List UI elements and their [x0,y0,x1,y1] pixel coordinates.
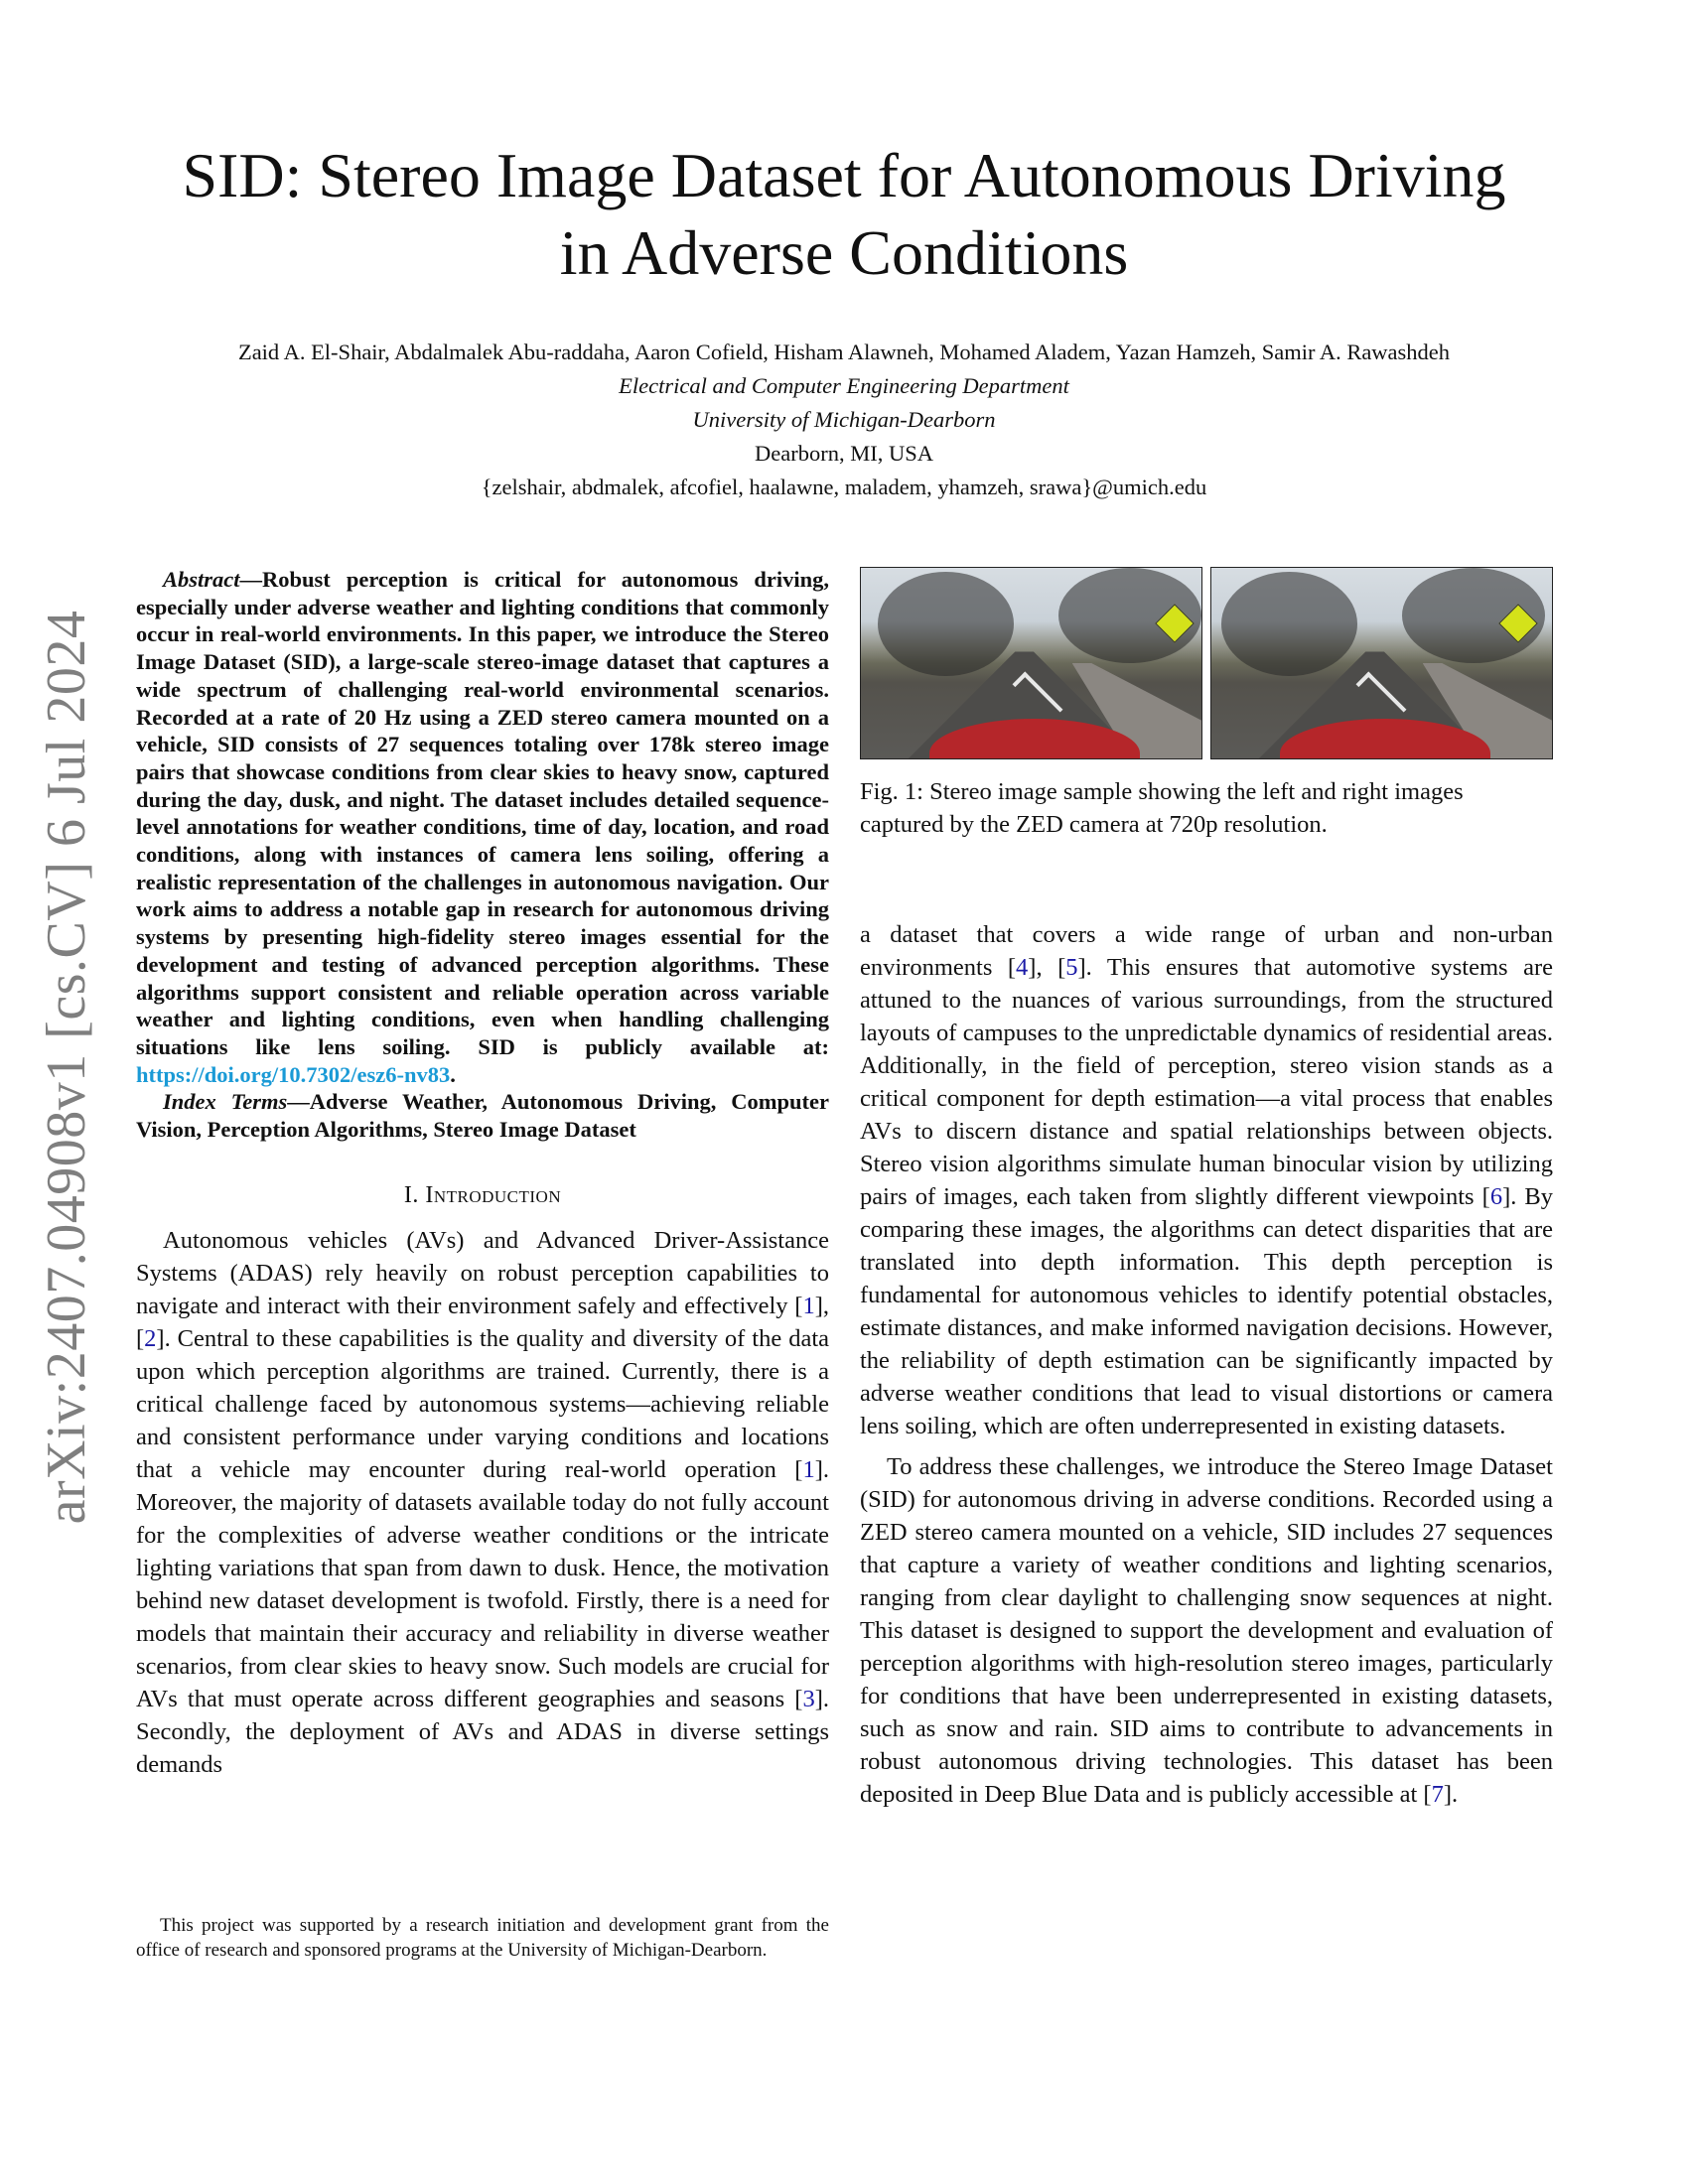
title-line-2: in Adverse Conditions [559,217,1129,288]
text-span: ]. Secondly, the deployment of AVs and ADAS in diverse settings demands [136,1685,829,1778]
citation-link[interactable]: 6 [1489,1183,1503,1210]
dataset-doi-link[interactable]: https://doi.org/10.7302/esz6-nv83 [136,1061,451,1087]
text-span: Autonomous vehicles (AVs) and Advanced Driver-Assistance Systems (ADAS) rely heavily on robust perception capabilities to navigate and interact with their environment safely and effectively [ [136,1226,829,1319]
citation-link[interactable]: 1 [802,1292,815,1319]
figure-1-caption: Fig. 1: Stereo image sample showing the left and right images captured by the ZED camera at 720p resolution. [860,778,1464,838]
text-span: a dataset that covers a wide range of urban and non-urban environments [ [860,921,1553,981]
arxiv-stamp [22,596,111,1539]
footnote-text: This project was supported by a research initiation and development grant from the office of research and sponsored programs at the University of Michigan-Dearborn. [136,1915,829,1962]
author-block [99,336,1589,504]
citation-link[interactable]: 5 [1065,954,1078,981]
text-span: ]. Central to these capabilities is the quality and diversity of the data upon which perception algorithms are trained. Currently, there is a critical challenge faced by autonomous systems—achieving reliable and consistent performance under varying conditions and locations that a vehicle may encounter during real-world operation [ [136,1324,829,1483]
citation-link[interactable]: 4 [1016,954,1029,981]
author-names: Zaid A. El-Shair, Abdalmalek Abu-raddaha, Aaron Cofield, Hisham Alawneh, Mohamed Aladem, Yazan Hamzeh, Samir A. Rawashdeh [237,340,1451,364]
abstract-dash: — [239,567,263,592]
index-terms [136,1088,829,1143]
text-span: ], [ [1028,954,1066,981]
section-heading-introduction: I. Introduction [403,1181,562,1208]
abstract-paragraph [136,566,829,1088]
intro-paragraph-1 [136,1224,829,1781]
citation-link[interactable]: 1 [802,1455,815,1483]
paper-title [99,137,1589,292]
index-terms-dash: — [287,1089,310,1115]
arxiv-stamp-text: arXiv:2407.04908v1 [cs.CV] 6 Jul 2024 [36,610,97,1525]
figure-1 [860,567,1553,841]
intro-paragraph-2 [860,1450,1553,1811]
abstract [136,566,829,1144]
citation-link[interactable]: 2 [144,1324,157,1352]
text-span: ]. This ensures that automotive systems are attuned to the nuances of various surroundings, from the structured layouts of campuses to the unpredictable dynamics of residential areas. Additionally, in the field of perception, stereo vision stands as a critical component for depth estimation—a vital process that enables AVs to discern distance and spatial relationships between objects. Stereo vision algorithms simulate human binocular vision by utilizing pairs of images, each taken from slightly different viewpoints [ [860,954,1553,1210]
footnote [136,1913,829,1964]
text-span: ], [ [136,1292,829,1352]
author-department: Electrical and Computer Engineering Department [619,373,1069,398]
author-emails: {zelshair, abdmalek, afcofiel, haalawne, maladem, yhamzeh, srawa}@umich.edu [481,475,1207,499]
abstract-suffix: . [450,1061,456,1087]
intro-paragraph-continued [860,918,1553,1442]
text-span: ]. Moreover, the majority of datasets available today do not fully account for the complexities of adverse weather conditions or the intricate lighting variations that span from dawn to dusk. Hence, the motivation behind new dataset development is twofold. Firstly, there is a need for models that maintain their accuracy and reliability in diverse weather scenarios, from clear skies to heavy snow. Such models are crucial for AVs that must operate across different geographies and seasons [ [136,1455,829,1712]
left-column [136,566,829,1781]
author-university: University of Michigan-Dearborn [692,407,996,432]
title-line-1: SID: Stereo Image Dataset for Autonomous Driving [182,140,1506,210]
right-column [860,918,1553,1811]
right-stereo-image [1210,567,1553,759]
index-terms-label: Index Terms [163,1089,288,1115]
citation-link[interactable]: 3 [802,1685,815,1712]
text-span: To address these challenges, we introduce the Stereo Image Dataset (SID) for autonomous driving in adverse conditions. Recorded using a ZED stereo camera mounted on a vehicle, SID includes 27 sequences that capture a variety of weather conditions and lighting scenarios, ranging from clear daylight to challenging snow sequences at night. This dataset is designed to support the development and evaluation of perception algorithms with high-resolution stereo images, particularly for conditions that have been underrepresented in existing datasets, such as snow and rain. SID aims to contribute to advancements in robust autonomous driving technologies. This dataset has been deposited in Deep Blue Data and is publicly accessible at [ [860,1453,1553,1808]
abstract-text: Robust perception is critical for autonomous driving, especially under adverse weather and lighting conditions that commonly occur in real-world environments. In this paper, we introduce the Stereo Image Dataset (SID), a large-scale stereo-image dataset that captures a wide spectrum of challenging real-world environmental scenarios. Recorded at a rate of 20 Hz using a ZED stereo camera mounted on a vehicle, SID consists of 27 sequences totaling over 178k stereo image pairs that showcase conditions from clear skies to heavy snow, captured during the day, dusk, and night. The dataset includes detailed sequence-level annotations for weather conditions, time of day, location, and road conditions, along with instances of camera lens soiling, offering a realistic representation of the challenges in autonomous navigation. Our work aims to address a notable gap in research for autonomous driving systems by presenting high-fidelity stereo images essential for the development and testing of advanced perception algorithms. These algorithms support consistent and reliable operation across variable weather and lighting conditions, even when handling challenging situations like lens soiling. SID is publicly available at: [136,567,829,1059]
citation-link[interactable]: 7 [1431,1781,1444,1808]
abstract-label: Abstract [163,567,240,592]
left-stereo-image [860,567,1202,759]
stereo-image-pair [860,567,1553,759]
text-span: ]. [1443,1781,1459,1808]
text-span: ]. By comparing these images, the algorithms can detect disparities that are translated into depth information. This depth perception is fundamental for autonomous vehicles to identify potential obstacles, estimate distances, and make informed navigation decisions. However, the reliability of depth estimation can be significantly impacted by adverse weather conditions that lead to visual distortions or camera lens soiling, which are often underrepresented in existing datasets. [860,1183,1554,1439]
author-location: Dearborn, MI, USA [755,441,933,466]
index-terms-text: Adverse Weather, Autonomous Driving, Computer Vision, Perception Algorithms, Stereo Image Dataset [136,1089,829,1143]
